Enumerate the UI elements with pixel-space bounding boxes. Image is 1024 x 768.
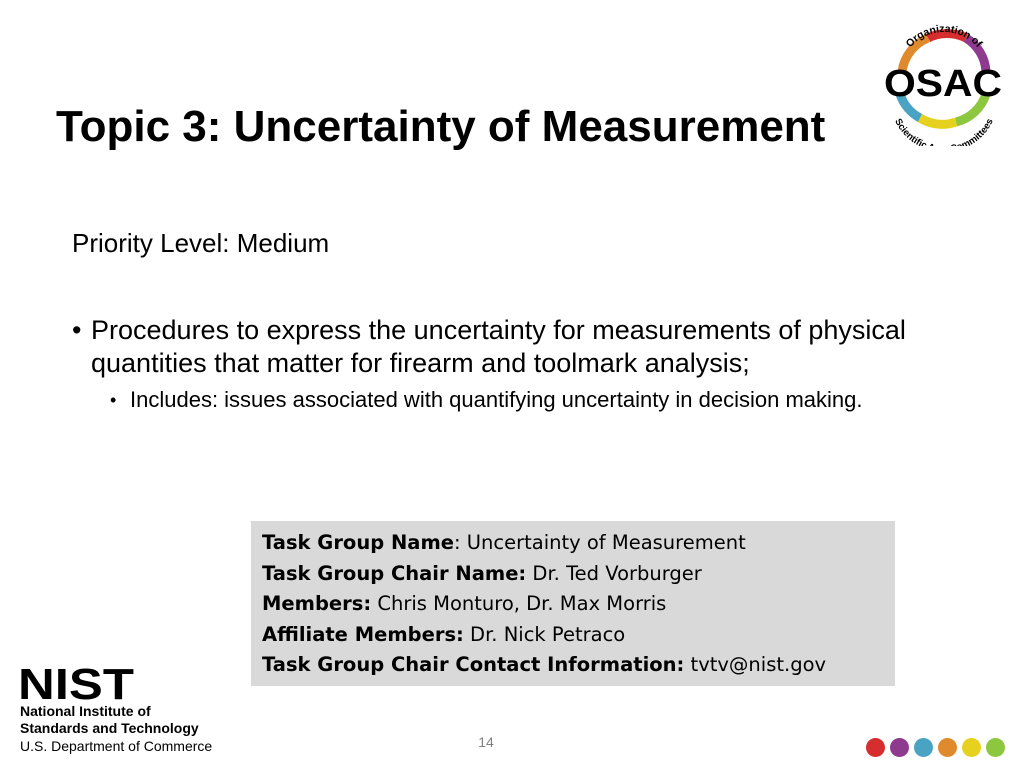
nist-line-2: Standards and Technology <box>20 720 199 736</box>
dot-blue <box>914 738 933 757</box>
row-value: tvtv@nist.gov <box>684 653 827 677</box>
bullet-symbol: • <box>72 315 82 345</box>
dot-orange <box>938 738 957 757</box>
row-label: Task Group Chair Contact Information: <box>262 653 685 677</box>
row-label: Task Group Chair Name: <box>262 561 527 585</box>
nist-logo <box>18 665 228 760</box>
bullet-item <box>72 314 972 380</box>
row-label: Task Group Name <box>262 531 454 554</box>
dot-red <box>866 738 885 757</box>
row-label: Affiliate Members: <box>262 622 464 646</box>
row-label: Members: <box>262 592 372 616</box>
row-value: Dr. Nick Petraco <box>463 622 626 646</box>
task-group-name-row <box>262 528 884 559</box>
nist-wordmark <box>18 665 134 701</box>
sub-bullet-text: Includes: issues associated with quantifying uncertainty in decision making. <box>130 387 863 412</box>
bullet-text: Procedures to express the uncertainty for measurements of physical quantities that matter for firearm and toolmark analysis; <box>91 315 906 378</box>
nist-line-1: National Institute of <box>20 703 151 719</box>
page-number: 14 <box>478 734 494 750</box>
contact-info-row <box>262 650 884 681</box>
sub-bullet-symbol: • <box>110 390 117 410</box>
task-group-info-box <box>251 521 895 686</box>
slide-title: Topic 3: Uncertainty of Measurement <box>56 102 826 151</box>
nist-line-3: U.S. Department of Commerce <box>20 738 213 754</box>
dot-purple <box>890 738 909 757</box>
row-value: : Uncertainty of Measurement <box>453 531 746 554</box>
affiliate-members-row <box>262 620 884 651</box>
row-value: Chris Monturo, Dr. Max Morris <box>371 592 667 616</box>
members-row <box>262 589 884 620</box>
osac-logo <box>880 14 1006 146</box>
osac-wordmark: OSAC <box>884 63 1002 105</box>
task-group-chair-row <box>262 559 884 590</box>
osac-top-arc-text: Organization of <box>903 22 985 50</box>
sub-bullet-item <box>110 386 910 414</box>
osac-bottom-arc-text: Scientific mmittees <box>892 116 996 146</box>
nist-wordmark-text: NIST <box>18 665 134 701</box>
dot-green <box>986 738 1005 757</box>
dot-yellow <box>962 738 981 757</box>
decorative-dots <box>866 738 1005 758</box>
row-value: Dr. Ted Vorburger <box>526 561 702 585</box>
priority-level: Priority Level: Medium <box>72 228 330 258</box>
